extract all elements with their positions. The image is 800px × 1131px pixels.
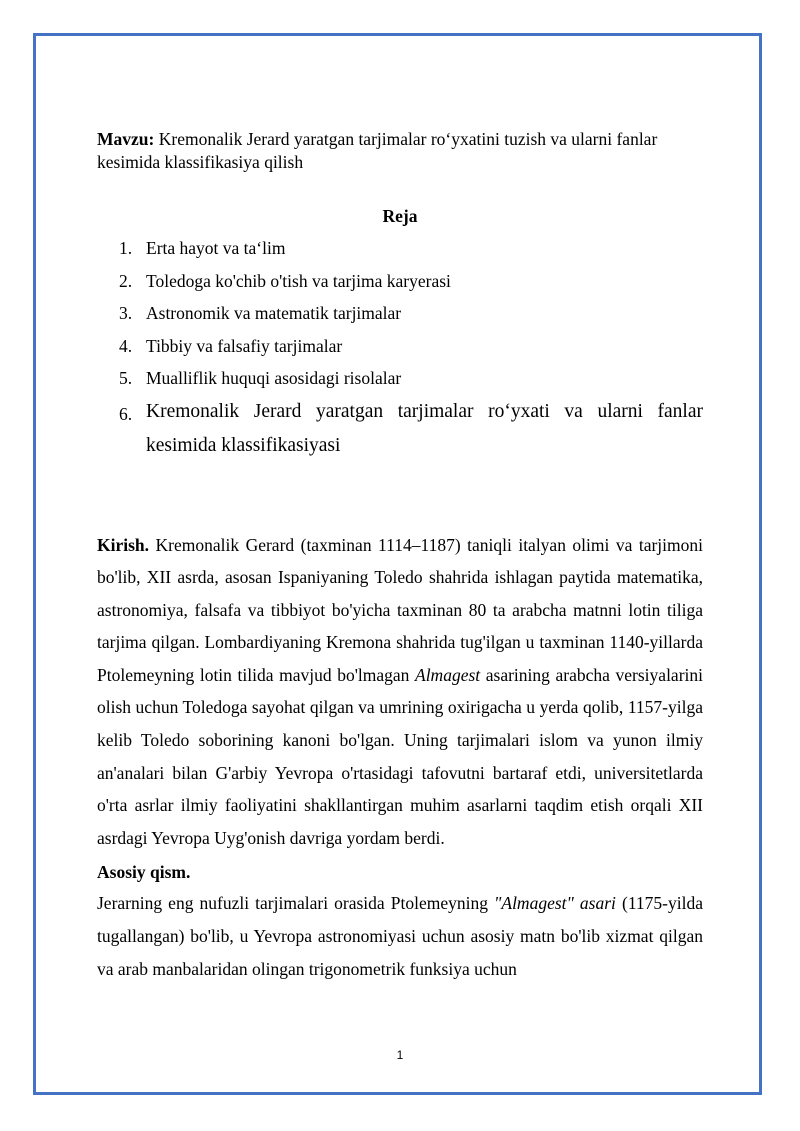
topic-paragraph	[97, 128, 703, 174]
main-section-heading: Asosiy qism.	[97, 862, 191, 883]
plan-item	[97, 367, 703, 389]
plan-item-number: 4.	[119, 335, 133, 356]
intro-text-part1: Kremonalik Gerard (taxminan 1114–1187) taniqli italyan olimi va tarjimoni bo'lib, XII asrda, asosan Ispaniyaning Toledo shahrida ishlagan paytida matematika, astronomiya, falsafa va tibbiyot bo'yicha taxminan 80 ta arabcha matnni lotin tiliga tarjima qilgan. Lombardiyaning Kremona shahrida tug'ilgan u taxminan 1140-yillarda Ptolemeyning lotin tilida mavjud bo'lmagan	[97, 534, 703, 685]
plan-item-text: Erta hayot va ta‘lim	[146, 238, 286, 258]
topic-text: Kremonalik Jerard yaratgan tarjimalar ro‘yxatini tuzish va ularni fanlar kesimida klassifikasiya qilish	[97, 129, 658, 172]
plan-item	[97, 395, 703, 463]
main-text-part2: (1175-yilda tugallangan) bo'lib, u Yevropa astronomiyasi uchun asosiy matn bo'lib xizmat qilgan va arab manbalaridan olingan trigonometrik funksiya uchun	[97, 893, 703, 979]
plan-item-text: Astronomik va matematik tarjimalar	[146, 303, 402, 323]
main-paragraph	[97, 887, 703, 985]
intro-label: Kirish.	[97, 534, 150, 555]
plan-item-number: 2.	[119, 270, 133, 291]
document-body	[97, 128, 703, 985]
plan-item-number: 3.	[119, 303, 133, 323]
plan-item-text: Tibbiy va falsafiy tarjimalar	[146, 335, 343, 356]
plan-item	[97, 335, 703, 357]
plan-item-number: 6.	[119, 403, 133, 424]
plan-item-number: 1.	[119, 238, 133, 258]
plan-item-text: Mualliflik huquqi asosidagi risolalar	[146, 368, 402, 388]
intro-text-part2: asarining arabcha versiyalarini olish uchun Toledoga sayohat qilgan va umrining oxirigacha u yerda qolib, 1157-yilga kelib Toledo soborining kanoni bo'lgan. Uning tarjimalari islom va yunon ilmiy an'analari bilan G'arbiy Yevropa o'rtasidagi tafovutni bartaraf etdi, universitetlarda o'rta asrlar ilmiy faoliyatini shakllantirgan muhim asarlarni taqdim etish orqali XII asrdagi Yevropa Uyg'onish davriga yordam berdi.	[97, 664, 703, 848]
topic-label: Mavzu:	[97, 129, 155, 149]
plan-list	[97, 237, 703, 463]
plan-item-text: Kremonalik Jerard yaratgan tarjimalar ro‘yxati va ularni fanlar kesimida klassifikasiyasi	[146, 400, 703, 456]
plan-item-number: 5.	[119, 368, 133, 388]
plan-item	[97, 237, 703, 259]
plan-item	[97, 270, 703, 292]
main-text-part1: Jerarning eng nufuzli tarjimalari orasida Ptolemeyning	[97, 893, 495, 914]
plan-item	[97, 302, 703, 324]
main-italic-title: "Almagest" asari	[494, 893, 616, 914]
page-number: 1	[396, 1048, 404, 1062]
plan-title: Reja	[382, 206, 418, 226]
plan-item-text: Toledoga ko'chib o'tish va tarjima karyerasi	[146, 270, 451, 291]
intro-italic-title: Almagest	[415, 664, 481, 685]
intro-paragraph	[97, 529, 703, 855]
